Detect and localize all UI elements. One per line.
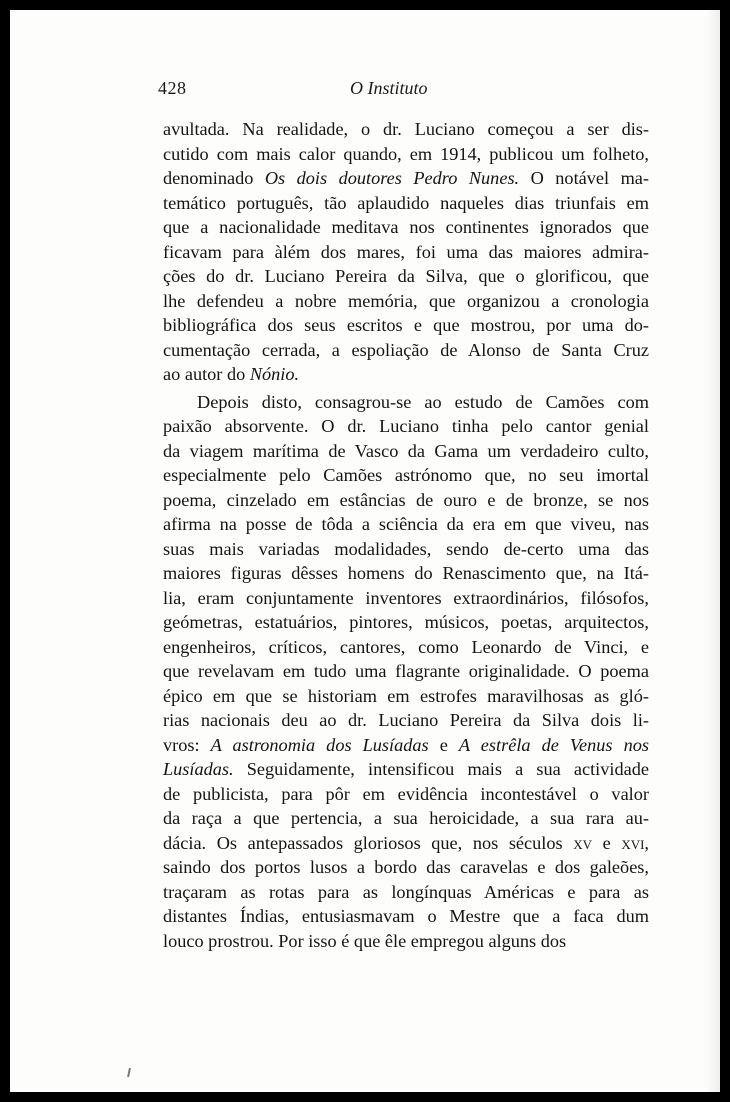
text-line: especialmente pelo Camões astrónomo que, no seu imortal (163, 465, 649, 485)
text-line: temático português, tão aplaudido naqueles dias triunfais em (163, 192, 649, 213)
text-line: louco prostrou. Por isso é que êle empregou alguns dos (163, 930, 567, 951)
text-line: lhe defendeu a nobre memória, que organizou a cronologia (163, 290, 649, 311)
text-line: distantes Índias, entusiasmavam o Mestre que a faca dum (163, 906, 649, 926)
text-line: que revelavam em tudo uma flagrante originalidade. O poema (163, 661, 649, 681)
text-line: rias nacionais deu ao dr. Luciano Pereira da Silva dois li- (163, 710, 649, 730)
page-edge-shadow (706, 10, 720, 1092)
italic-title: Nónio. (249, 364, 300, 384)
text-line: suas mais variadas modalidades, sendo de-certo uma das (163, 538, 649, 559)
text-line: lia, eram conjuntamente inventores extraordinários, filósofos, (163, 587, 649, 608)
text-line: afirma na posse de tôda a sciência da era em que viveu, nas (163, 514, 649, 534)
text-line: ções do dr. Luciano Pereira da Silva, que o glorificou, que (163, 266, 649, 286)
stray-ink-mark (127, 1068, 131, 1077)
text-line: dácia. Os antepassados gloriosos que, nos séculos xv e xvi, (163, 832, 649, 853)
text-line: cumentação cerrada, a espoliação de Alonso de Santa Cruz (163, 339, 649, 360)
text-line: bibliográfica dos seus escritos e que mostrou, por uma do- (163, 315, 649, 335)
italic-title: A astronomia dos Lusíadas (210, 734, 429, 755)
roman-numeral: xv (573, 832, 593, 853)
text-line: Depois disto, consagrou-se ao estudo de Camões com (197, 391, 649, 412)
text-line: geómetras, estatuários, pintores, músicos, poetas, arquitectos, (163, 612, 649, 632)
text-line: da raça a que pertencia, a sua heroicidade, a sua rara au- (163, 808, 649, 828)
text-line: poema, cinzelado em estâncias de ouro e de bronze, se nos (163, 489, 649, 510)
text-line: da viagem marítima de Vasco da Gama um verdadeiro culto, (163, 440, 649, 461)
text-line: ficavam para àlém dos mares, foi uma das maiores admira- (163, 241, 649, 262)
italic-title: Os dois doutores Pedro Nunes. (264, 168, 520, 188)
text-line: traçaram as rotas para as longínquas Américas e para as (163, 881, 649, 902)
running-head: O Instituto (350, 78, 428, 98)
text-line: de publicista, para pôr em evidência incontestável o valor (163, 783, 649, 804)
roman-numeral: xvi (621, 832, 645, 853)
text-line: engenheiros, críticos, cantores, como Leonardo de Vinci, e (163, 636, 649, 657)
text-line: paixão absorvente. O dr. Luciano tinha pelo cantor genial (163, 416, 649, 436)
text-line: cutido com mais calor quando, em 1914, publicou um folheto, (163, 143, 649, 164)
book-page (10, 10, 720, 1092)
text-line: maiores figuras dêsses homens do Renascimento que, na Itá- (163, 563, 649, 583)
text-line: Lusíadas. Seguidamente, intensificou mais a sua actividade (163, 759, 649, 779)
page-number: 428 (158, 78, 187, 98)
text-line: vros: A astronomia dos Lusíadas e A estrêla de Venus nos (163, 734, 649, 755)
italic-title: Lusíadas. (163, 759, 234, 779)
text-line: que a nacionalidade meditava nos continentes ignorados que (163, 217, 649, 237)
body-text (163, 117, 649, 953)
text-line: denominado Os dois doutores Pedro Nunes. O notável ma- (163, 168, 649, 188)
text-line: ao autor do Nónio. (163, 364, 300, 384)
italic-title: A estrêla de Venus nos (458, 734, 649, 755)
text-line: épico em que se historiam em estrofes maravilhosas as gló- (163, 685, 649, 706)
page-header (158, 74, 658, 100)
text-line: avultada. Na realidade, o dr. Luciano começou a ser dis- (163, 119, 649, 139)
text-line: saindo dos portos lusos a bordo das caravelas e dos galeões, (163, 857, 649, 877)
